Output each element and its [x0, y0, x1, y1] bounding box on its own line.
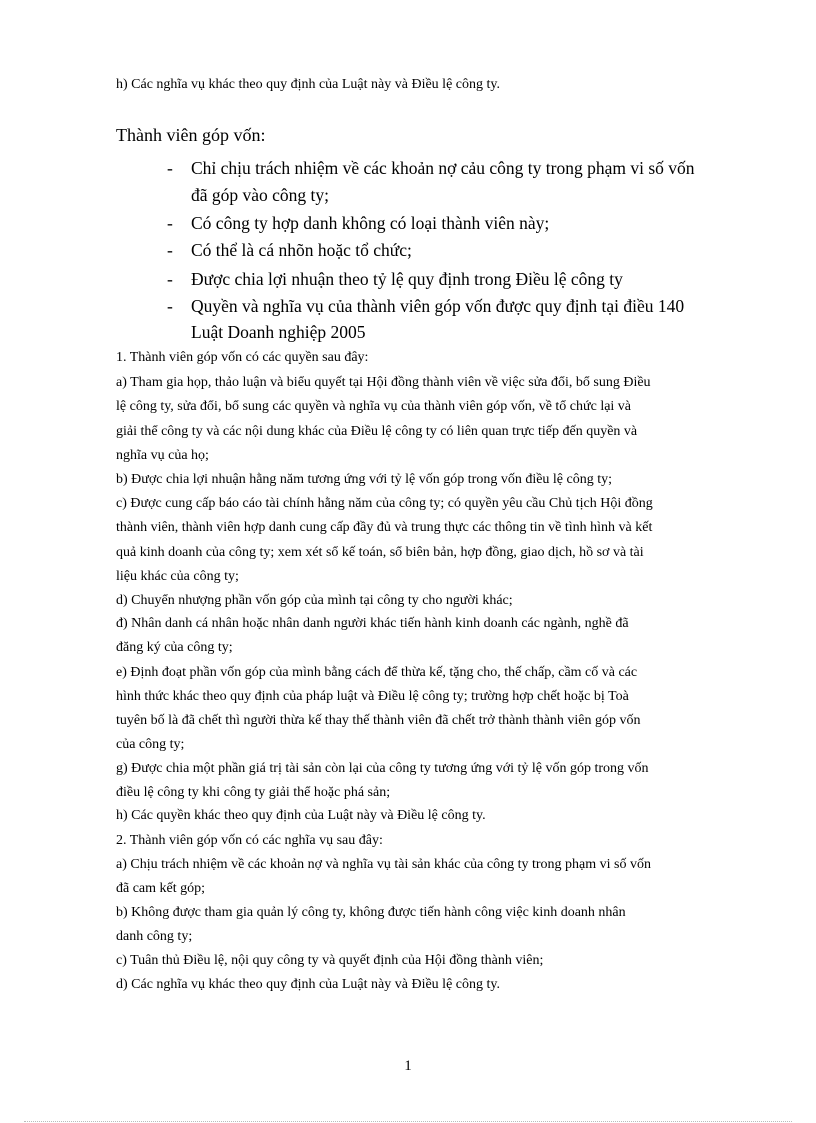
bullet-text: Được chia lợi nhuận theo tỷ lệ quy định trong Điều lệ công ty — [191, 269, 623, 289]
body-line: tuyên bố là đã chết thì người thừa kế thay thế thành viên đã chết trở thành thành viên góp vốn — [116, 713, 641, 728]
body-line: 1. Thành viên góp vốn có các quyền sau đây: — [116, 350, 369, 365]
bullet-text: đã góp vào công ty; — [191, 185, 330, 205]
body-line: đăng ký của công ty; — [116, 640, 233, 655]
bullet-text: Quyền và nghĩa vụ của thành viên góp vốn được quy định tại điều 140 — [191, 296, 685, 316]
body-line: c) Được cung cấp báo cáo tài chính hằng năm của công ty; có quyền yêu cầu Chủ tịch Hội đồng — [116, 496, 653, 511]
body-line: 2. Thành viên góp vốn có các nghĩa vụ sau đây: — [116, 833, 383, 848]
bullet-text: Có công ty hợp danh không có loại thành viên này; — [191, 213, 550, 233]
body-line: a) Chịu trách nhiệm về các khoản nợ và nghĩa vụ tài sản khác của công ty trong phạm vi số vốn — [116, 857, 651, 872]
bullet-dash: - — [167, 213, 173, 233]
body-line: h) Các quyền khác theo quy định của Luật này và Điều lệ công ty. — [116, 808, 486, 823]
body-line: d) Chuyển nhượng phần vốn góp của mình tại công ty cho người khác; — [116, 593, 513, 608]
page-number: 1 — [404, 1058, 412, 1074]
body-line: b) Được chia lợi nhuận hằng năm tương ứng với tỷ lệ vốn góp trong vốn điều lệ công ty; — [116, 472, 613, 487]
body-line: lệ công ty, sửa đổi, bổ sung các quyền và nghĩa vụ của thành viên góp vốn, về tổ chức lại và — [116, 399, 632, 414]
body-line: d) Các nghĩa vụ khác theo quy định của Luật này và Điều lệ công ty. — [116, 977, 500, 992]
body-line: nghĩa vụ của họ; — [116, 448, 209, 463]
body-line: quả kinh doanh của công ty; xem xét sổ kế toán, sổ biên bản, hợp đồng, giao dịch, hồ sơ và tài — [116, 545, 644, 560]
body-line: hình thức khác theo quy định của pháp luật và Điều lệ công ty; trường hợp chết hoặc bị Toà — [116, 689, 629, 704]
body-line: b) Không được tham gia quản lý công ty, không được tiến hành công việc kinh doanh nhân — [116, 905, 626, 920]
section-title: Thành viên góp vốn: — [116, 125, 266, 145]
bullet-dash: - — [167, 240, 173, 260]
body-line: của công ty; — [116, 737, 185, 752]
bullet-dash: - — [167, 269, 173, 289]
body-line: liệu khác của công ty; — [116, 569, 239, 584]
body-line: đã cam kết góp; — [116, 881, 206, 896]
body-line: danh công ty; — [116, 929, 193, 944]
body-line: điều lệ công ty khi công ty giải thể hoặc phá sản; — [116, 785, 391, 800]
body-line: thành viên, thành viên hợp danh cung cấp đầy đủ và trung thực các thông tin về tình hình và kết — [116, 520, 653, 535]
body-line: a) Tham gia họp, thảo luận và biểu quyết tại Hội đồng thành viên về việc sửa đổi, bổ sung Điều — [116, 375, 651, 390]
bullet-text: Chỉ chịu trách nhiệm về các khoản nợ cảu công ty trong phạm vi số vốn — [191, 158, 695, 178]
bullet-text: Luật Doanh nghiệp 2005 — [191, 322, 366, 342]
bullet-dash: - — [167, 158, 173, 178]
top-line: h) Các nghĩa vụ khác theo quy định của Luật này và Điều lệ công ty. — [116, 77, 500, 92]
page-bottom-border — [24, 1121, 792, 1122]
bullet-text: Có thể là cá nhõn hoặc tổ chức; — [191, 240, 412, 260]
body-line: c) Tuân thủ Điều lệ, nội quy công ty và quyết định của Hội đồng thành viên; — [116, 953, 544, 968]
body-line: g) Được chia một phần giá trị tài sản còn lại của công ty tương ứng với tỷ lệ vốn góp trong vốn — [116, 761, 649, 776]
bullet-dash: - — [167, 296, 173, 316]
body-line: e) Định đoạt phần vốn góp của mình bằng cách để thừa kế, tặng cho, thế chấp, cầm cố và các — [116, 665, 638, 680]
body-line: giải thể công ty và các nội dung khác của Điều lệ công ty có liên quan trực tiếp đến quyền và — [116, 424, 638, 439]
body-line: đ) Nhân danh cá nhân hoặc nhân danh người khác tiến hành kinh doanh các ngành, nghề đã — [116, 616, 629, 631]
